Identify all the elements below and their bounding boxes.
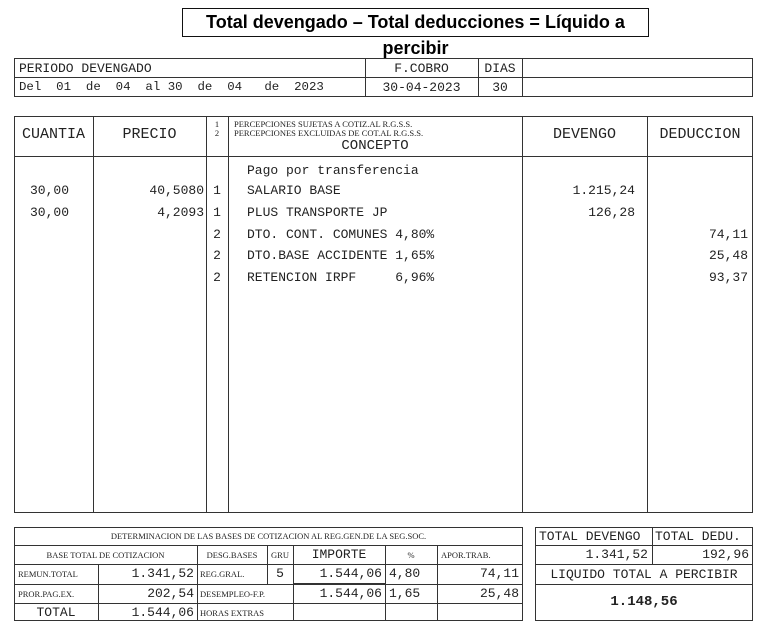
- row-tipo: 2: [213, 248, 221, 264]
- total-devengo-label: TOTAL DEVENGO: [539, 529, 641, 544]
- type-1-label: 1: [214, 119, 220, 129]
- row-deduccion: 93,37: [708, 270, 748, 286]
- row-tipo: 2: [213, 226, 221, 242]
- gru-value: 5: [276, 566, 284, 581]
- liquido-label: LIQUIDO TOTAL A PERCIBIR: [550, 567, 738, 582]
- total-value: 1.544,06: [131, 605, 194, 620]
- row-concepto: PLUS TRANSPORTE JP: [247, 204, 388, 220]
- devengo-header: DEVENGO: [552, 126, 616, 143]
- period-header: PERIODO DEVENGADO: [19, 61, 152, 76]
- deduccion-header: DEDUCCION: [659, 126, 741, 143]
- pror-label: PROR.PAG.EX.: [18, 589, 75, 599]
- payment-note: Pago por transferencia: [247, 163, 419, 178]
- pct-value: 1,65: [389, 586, 421, 601]
- legend-2: PERCEPCIONES EXCLUIDAS DE COT.AL R.G.S.S.: [234, 128, 424, 138]
- type-2-label: 2: [214, 128, 220, 138]
- desg-header: DESG.BASES: [206, 550, 258, 560]
- bases-title: DETERMINACION DE LAS BASES DE COTIZACION AL REG.GEN.DE LA SEG.SOC.: [110, 531, 427, 541]
- row-concepto: RETENCION IRPF 6,96%: [247, 270, 435, 286]
- fcobro-value: 30-04-2023: [382, 80, 461, 95]
- dias-value: 30: [492, 80, 508, 95]
- row-devengo: 126,28: [588, 204, 635, 220]
- apor-header: APOR.TRAB.: [441, 550, 491, 560]
- total-devengo-value: 1.341,52: [585, 547, 648, 562]
- row-cuantia: 30,00: [30, 183, 70, 198]
- row-precio: 40,5080: [149, 183, 204, 198]
- row-deduccion: 74,11: [708, 226, 748, 242]
- row-concepto: SALARIO BASE: [247, 183, 341, 198]
- total-dedu-value: 192,96: [702, 547, 749, 562]
- pct-header: %: [407, 550, 415, 560]
- apor-value: 25,48: [479, 586, 519, 601]
- pct-value: 4,80: [389, 566, 421, 581]
- desg-value: DESEMPLEO-F.P.: [200, 589, 265, 599]
- importe-value: 1.544,06: [319, 566, 382, 581]
- pror-value: 202,54: [147, 586, 194, 601]
- row-tipo: 2: [213, 270, 221, 286]
- desg-value: REG.GRAL.: [200, 569, 245, 579]
- row-devengo: 1.215,24: [572, 183, 635, 198]
- total-dedu-label: TOTAL DEDU.: [655, 529, 741, 544]
- base-total-header: BASE TOTAL DE COTIZACION: [46, 550, 165, 560]
- liquido-value: 1.148,56: [610, 594, 678, 610]
- remun-value: 1.341,52: [131, 566, 194, 581]
- row-concepto: DTO. CONT. COMUNES 4,80%: [247, 226, 435, 242]
- period-value: Del 01 de 04 al 30 de 04 de 2023: [19, 80, 324, 94]
- row-cuantia: 30,00: [30, 204, 70, 220]
- cuantia-header: CUANTIA: [21, 126, 85, 143]
- apor-value: 74,11: [479, 566, 519, 581]
- total-label: TOTAL: [36, 605, 76, 620]
- row-precio: 4,2093: [157, 204, 204, 220]
- gru-header: GRU: [271, 550, 289, 560]
- importe-header: IMPORTE: [311, 547, 367, 562]
- dias-header: DIAS: [484, 61, 516, 76]
- fcobro-header: F.COBRO: [394, 61, 449, 76]
- remun-label: REMUN.TOTAL: [18, 569, 78, 579]
- legend-1: PERCEPCIONES SUJETAS A COTIZ.AL R.G.S.S.: [234, 119, 413, 129]
- concepto-header: CONCEPTO: [341, 138, 409, 154]
- precio-header: PRECIO: [122, 126, 177, 143]
- page-title: Total devengado – Total deducciones = Líquido a percibir: [182, 8, 649, 37]
- row-tipo: 1: [213, 204, 221, 220]
- desg-value: HORAS EXTRAS: [200, 608, 264, 618]
- importe-value: 1.544,06: [319, 586, 382, 601]
- row-tipo: 1: [213, 183, 221, 198]
- row-concepto: DTO.BASE ACCIDENTE 1,65%: [247, 248, 435, 264]
- row-deduccion: 25,48: [708, 248, 748, 264]
